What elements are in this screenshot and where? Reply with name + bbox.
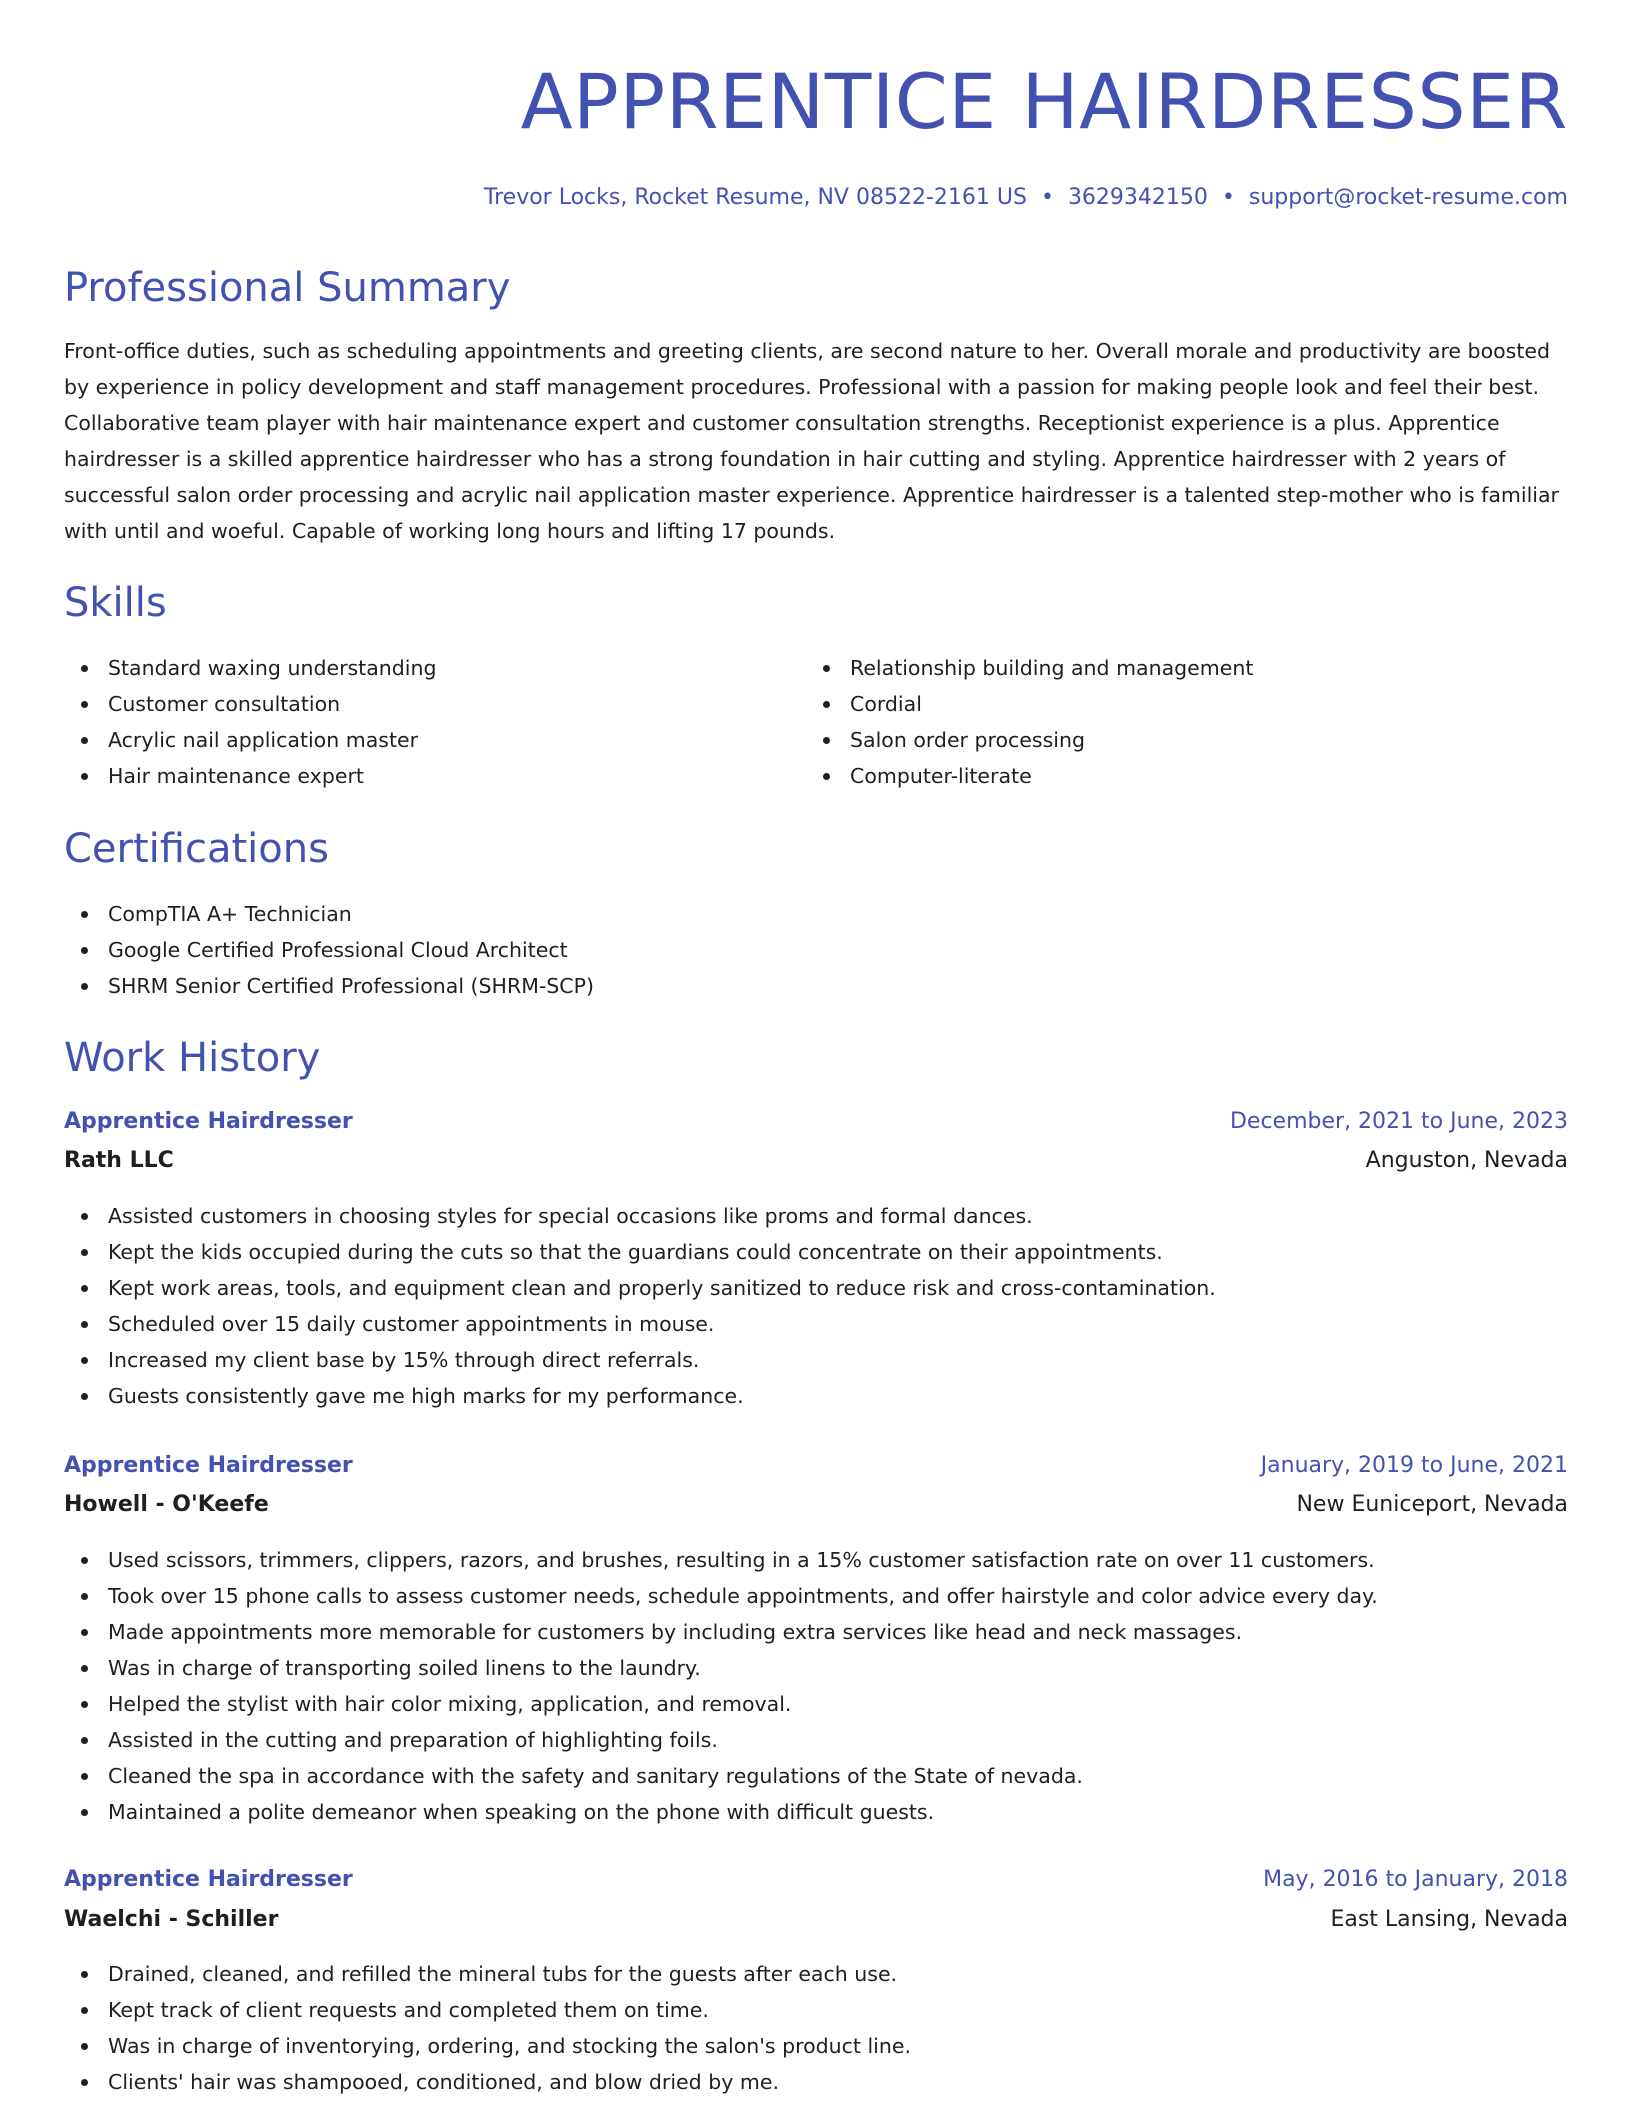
job-bullet: Kept work areas, tools, and equipment clean and properly sanitized to reduce risk and cross-contamination. — [64, 1270, 1216, 1306]
job-location: New Euniceport, Nevada — [1296, 1492, 1568, 1517]
job-dates: May, 2016 to January, 2018 — [1263, 1867, 1568, 1892]
job-bullet: Maintained a polite demeanor when speaking on the phone with difficult guests. — [64, 1794, 1378, 1830]
skills-list-left — [64, 650, 436, 794]
job-company: Waelchi - Schiller — [64, 1907, 279, 1932]
job-bullets — [64, 1198, 1216, 1414]
skill-item: Salon order processing — [806, 722, 1253, 758]
contact-address: Trevor Locks, Rocket Resume, NV 08522-2161 US — [483, 185, 1027, 210]
skills-list-right — [806, 650, 1253, 794]
certifications-list — [64, 896, 594, 1004]
job-bullet: Took over 15 phone calls to assess customer needs, schedule appointments, and offer hairstyle and color advice every day. — [64, 1578, 1378, 1614]
job-bullets — [64, 1542, 1378, 1830]
section-title-work-history: Work History — [64, 1035, 321, 1081]
job-title: Apprentice Hairdresser — [64, 1453, 353, 1478]
job-bullet: Assisted customers in choosing styles for special occasions like proms and formal dances. — [64, 1198, 1216, 1234]
job-bullet: Made appointments more memorable for customers by including extra services like head and neck massages. — [64, 1614, 1378, 1650]
skill-item: Computer-literate — [806, 758, 1253, 794]
certification-item: Google Certified Professional Cloud Architect — [64, 932, 594, 968]
skill-item: Acrylic nail application master — [64, 722, 436, 758]
job-dates: January, 2019 to June, 2021 — [1260, 1453, 1568, 1478]
job-bullet: Drained, cleaned, and refilled the mineral tubs for the guests after each use. — [64, 1956, 911, 1992]
section-title-summary: Professional Summary — [64, 265, 511, 311]
contact-line — [484, 180, 1568, 216]
skill-item: Standard waxing understanding — [64, 650, 436, 686]
job-location: East Lansing, Nevada — [1330, 1907, 1568, 1932]
job-location: Anguston, Nevada — [1365, 1148, 1568, 1173]
job-bullet: Helped the stylist with hair color mixing, application, and removal. — [64, 1686, 1378, 1722]
job-company: Howell - O'Keefe — [64, 1492, 269, 1517]
skill-item: Hair maintenance expert — [64, 758, 436, 794]
job-bullet: Guests consistently gave me high marks for my performance. — [64, 1378, 1216, 1414]
job-bullet: Cleaned the spa in accordance with the safety and sanitary regulations of the State of nevada. — [64, 1758, 1378, 1794]
job-bullet: Clients' hair was shampooed, conditioned, and blow dried by me. — [64, 2064, 911, 2100]
job-bullet: Scheduled over 15 daily customer appointments in mouse. — [64, 1306, 1216, 1342]
skill-item: Relationship building and management — [806, 650, 1253, 686]
section-title-skills: Skills — [64, 580, 167, 626]
job-bullet: Kept track of client requests and completed them on time. — [64, 1992, 911, 2028]
job-bullets — [64, 1956, 911, 2100]
contact-phone: 3629342150 — [1067, 185, 1208, 210]
job-bullet: Used scissors, trimmers, clippers, razors, and brushes, resulting in a 15% customer satisfaction rate on over 11 customers. — [64, 1542, 1378, 1578]
job-bullet: Kept the kids occupied during the cuts so that the guardians could concentrate on their appointments. — [64, 1234, 1216, 1270]
job-bullet: Was in charge of transporting soiled linens to the laundry. — [64, 1650, 1378, 1686]
contact-email: support@rocket-resume.com — [1248, 185, 1568, 210]
job-title: Apprentice Hairdresser — [64, 1109, 353, 1134]
job-company: Rath LLC — [64, 1148, 174, 1173]
summary-text: Front-office duties, such as scheduling appointments and greeting clients, are second nature to her. Overall morale and productivity are boosted by experience in policy development and staff management procedures. Professional with a passion for making people look and feel their best. Collaborative team player with hair maintenance expert and customer consultation strengths. Receptionist experience is a plus. Apprentice hairdresser is a skilled apprentice hairdresser who has a strong foundation in hair cutting and styling. Apprentice hairdresser with 2 years of successful salon order processing and acrylic nail application master experience. Apprentice hairdresser is a talented step-mother who is familiar with until and woeful. Capable of working long hours and lifting 17 pounds. — [64, 339, 1559, 543]
contact-separator: • — [1221, 185, 1235, 210]
resume-name: APPRENTICE HAIRDRESSER — [520, 57, 1568, 146]
certification-item: CompTIA A+ Technician — [64, 896, 594, 932]
job-title: Apprentice Hairdresser — [64, 1867, 353, 1892]
job-dates: December, 2021 to June, 2023 — [1229, 1109, 1568, 1134]
skill-item: Cordial — [806, 686, 1253, 722]
skill-item: Customer consultation — [64, 686, 436, 722]
job-bullet: Assisted in the cutting and preparation of highlighting foils. — [64, 1722, 1378, 1758]
section-title-certifications: Certifications — [64, 826, 329, 872]
contact-separator: • — [1040, 185, 1054, 210]
job-bullet: Was in charge of inventorying, ordering, and stocking the salon's product line. — [64, 2028, 911, 2064]
certification-item: SHRM Senior Certified Professional (SHRM-SCP) — [64, 968, 594, 1004]
job-bullet: Increased my client base by 15% through direct referrals. — [64, 1342, 1216, 1378]
